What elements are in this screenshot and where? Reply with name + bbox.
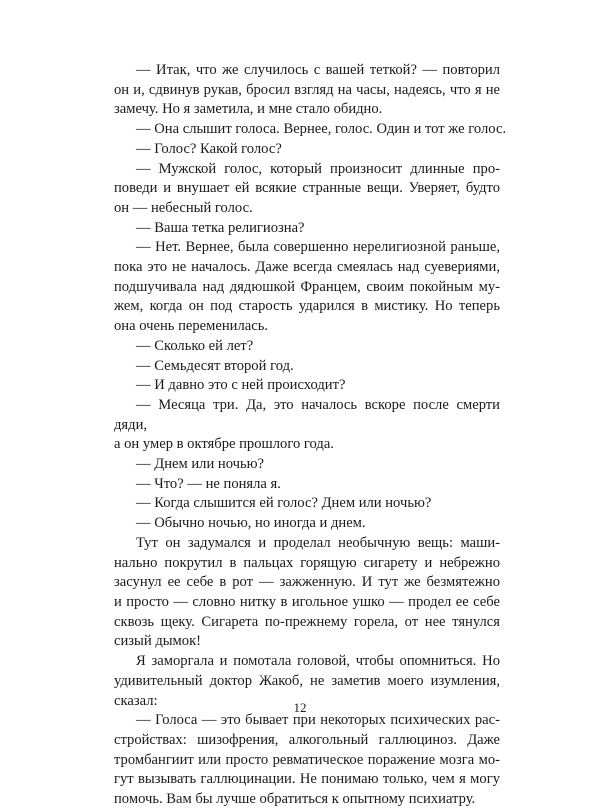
- text-line: — Обычно ночью, но иногда и днем.: [136, 515, 366, 532]
- paragraph: [114, 376, 500, 396]
- text-line: стройствах: шизофрения, алкогольный галлюциноз. Даже: [114, 731, 500, 748]
- text-line: он и, сдвинув рукав, бросил взгляд на часы, надеясь, что я не: [114, 81, 500, 98]
- text-line: засунул ее себе в рот — зажженную. И тут же безмятежно: [114, 574, 500, 591]
- text-line: пока это не началось. Даже всегда смеялась над суевериями,: [114, 259, 500, 276]
- paragraph: [114, 534, 500, 652]
- paragraph: [114, 494, 500, 514]
- text-line: и просто — словно нитку в игольное ушко — продел ее себе: [114, 593, 500, 610]
- text-line: подшучивала над дядюшкой Францем, своим покойным му-: [114, 278, 500, 295]
- page-body: [114, 61, 507, 810]
- paragraph: [114, 160, 500, 219]
- text-line: поведи и внушает ей всякие странные вещи. Уверяет, будто: [114, 180, 500, 197]
- text-line: — Голос? Какой голос?: [136, 140, 282, 157]
- paragraph: [114, 475, 500, 495]
- text-line: — Месяца три. Да, это началось вскоре после смерти дяди,: [114, 396, 500, 433]
- paragraph: [114, 61, 500, 120]
- text-line: он — небесный голос.: [114, 199, 253, 216]
- text-line: а он умер в октябре прошлого года.: [114, 436, 334, 453]
- text-line: замечу. Но я заметила, и мне стало обидно.: [114, 101, 383, 118]
- text-line: — Голоса — это бывает при некоторых психических рас-: [136, 712, 500, 729]
- text-line: — Семьдесят второй год.: [136, 357, 294, 374]
- paragraph: [114, 514, 500, 534]
- text-line: — Ваша тетка религиозна?: [136, 219, 305, 236]
- paragraph: [114, 120, 507, 140]
- paragraph: [114, 455, 500, 475]
- text-line: Я заморгала и помотала головой, чтобы опомниться. Но: [136, 653, 500, 670]
- paragraph: [114, 711, 500, 810]
- text-line: — Мужской голос, который произносит длинные про-: [136, 160, 500, 177]
- text-line: Тут он задумался и проделал необычную вещь: маши-: [136, 534, 500, 551]
- text-line: сизый дымок!: [114, 633, 202, 650]
- text-line: — Нет. Вернее, была совершенно нерелигиозной раньше,: [136, 239, 500, 256]
- paragraph: [114, 396, 500, 455]
- paragraph: [114, 337, 500, 357]
- page-number: 12: [293, 700, 307, 715]
- paragraph: [114, 357, 500, 377]
- text-line: — Когда слышится ей голос? Днем или ночью?: [136, 495, 432, 512]
- text-line: — Она слышит голоса. Вернее, голос. Один и тот же голос.: [136, 121, 507, 138]
- text-line: сквозь щеку. Сигарета по-прежнему горела, от нее тянулся: [114, 613, 500, 630]
- paragraph: [114, 219, 500, 239]
- text-line: — Днем или ночью?: [136, 456, 265, 473]
- text-line: сказал:: [114, 692, 158, 709]
- text-line: удивительный доктор Жакоб, не заметив моего изумления,: [114, 672, 500, 689]
- text-line: — Что? — не поняла я.: [136, 475, 281, 492]
- text-line: тромбангиит или просто ревматическое поражение мозга мо-: [114, 751, 500, 768]
- text-line: она очень переменилась.: [114, 318, 269, 335]
- text-line: жем, когда он под старость ударился в мистику. Но теперь: [114, 298, 500, 315]
- text-line: — И давно это с ней происходит?: [136, 377, 346, 394]
- paragraph: [114, 140, 500, 160]
- text-line: нально покрутил в пальцах горящую сигарету и небрежно: [114, 554, 500, 571]
- text-line: гут вызывать галлюцинации. Не понимаю только, чем я могу: [114, 771, 500, 788]
- text-line: — Сколько ей лет?: [136, 337, 254, 354]
- paragraph: [114, 238, 500, 337]
- text-line: помочь. Вам бы лучше обратиться к опытному психиатру.: [114, 791, 476, 808]
- text-line: — Итак, что же случилось с вашей теткой? — повторил: [136, 62, 500, 78]
